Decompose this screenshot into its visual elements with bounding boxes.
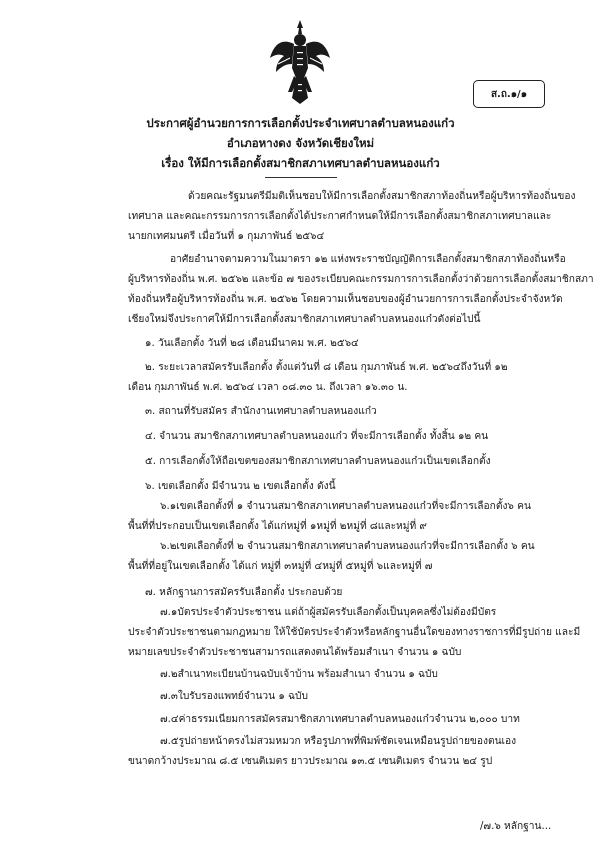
paragraph-line: ผู้บริหารท้องถิ่น พ.ศ. ๒๕๖๒ และข้อ ๗ ของระเบียบคณะกรรมการการเลือกตั้งว่าด้วยการเลือกตั้งสมาชิกสภา: [128, 274, 594, 285]
sub-item: ๖.๒เขตเลือกตั้งที่ ๒ จำนวนสมาชิกสภาเทศบาลตำบลหนองแก๋วที่จะมีการเลือกตั้ง ๖ คน: [160, 541, 535, 552]
subject-line: เรื่อง ให้มีการเลือกตั้งสมาชิกสภาเทศบาลตำบลหนองแก๋ว: [161, 156, 440, 170]
paragraph-line: เทศบาล และคณะกรรมการการเลือกตั้งได้ประกาศกำหนดให้มีการเลือกตั้งสมาชิกสภาเทศบาลและ: [128, 211, 552, 222]
sub-item-continuation: พื้นที่ที่ประกอบเป็นเขตเลือกตั้ง ได้แก่หมู่ที่ ๑หมู่ที่ ๒หมู่ที่ ๘และหมู่ที่ ๙: [128, 521, 427, 532]
sub-item-continuation: หมายเลขประจำตัวประชาชนสามารถแสดงตนได้พร้อมสำเนา จำนวน ๑ ฉบับ: [128, 647, 462, 658]
paragraph-line: นายกเทศมนตรี เมื่อวันที่ ๑ กุมภาพันธ์ ๒๕๖๔: [128, 231, 325, 242]
sub-item: ๗.๕รูปถ่ายหน้าตรงไม่สวมหมวก หรือรูปภาพที่พิมพ์ชัดเจนเหมือนรูปถ่ายของตนเอง: [160, 736, 517, 747]
list-item: ๖. เขตเลือกตั้ง มีจำนวน ๒ เขตเลือกตั้ง ดังนี้: [145, 481, 336, 492]
continuation-footer: /๗.๖ หลักฐาน...: [480, 821, 552, 832]
list-item: ๓. สถานที่รับสมัคร สำนักงานเทศบาลตำบลหนองแก๋ว: [145, 406, 377, 417]
form-code-box: ส.ถ.๑/๑: [473, 80, 545, 108]
list-item: ๔. จำนวน สมาชิกสภาเทศบาลตำบลหนองแก๋ว ที่จะมีการเลือกตั้ง ทั้งสิ้น ๑๒ คน: [145, 431, 489, 442]
title-divider: [265, 177, 337, 178]
garuda-emblem-icon: [268, 18, 332, 106]
sub-item: ๖.๑เขตเลือกตั้งที่ ๑ จำนวนสมาชิกสภาเทศบาลตำบลหนองแก๋วที่จะมีการเลือกตั้ง๖ คน: [160, 501, 531, 512]
paragraph-line: ท้องถิ่นหรือผู้บริหารท้องถิ่น พ.ศ. ๒๕๖๒ โดยความเห็นชอบของผู้อำนวยการการเลือกตั้งประจำจังหวัด: [128, 294, 563, 305]
list-item: ๕. การเลือกตั้งให้ถือเขตของสมาชิกสภาเทศบาลตำบลหนองแก๋วเป็นเขตเลือกตั้ง: [145, 456, 491, 467]
sub-item: ๗.๑บัตรประจำตัวประชาชน แต่ถ้าผู้สมัครรับเลือกตั้งเป็นบุคคลซึ่งไม่ต้องมีบัตร: [160, 607, 497, 618]
paragraph-line: เชียงใหม่จึงประกาศให้มีการเลือกตั้งสมาชิกสภาเทศบาลตำบลหนองแก๋วดังต่อไปนี้: [128, 314, 481, 325]
paragraph-line: อาศัยอำนาจตามความในมาตรา ๑๒ แห่งพระราชบัญญัติการเลือกตั้งสมาชิกสภาท้องถิ่นหรือ: [170, 254, 566, 265]
list-item-continuation: เดือน กุมภาพันธ์ พ.ศ. ๒๕๖๔ เวลา ๐๘.๓๐ น. ถึงเวลา ๑๖.๓๐ น.: [128, 382, 408, 393]
list-item: ๑. วันเลือกตั้ง วันที่ ๒๘ เดือนมีนาคม พ.ศ. ๒๕๖๔: [145, 338, 359, 349]
announcement-title: ประกาศผู้อำนวยการการเลือกตั้งประจำเทศบาลตำบลหนองแก๋ว: [146, 116, 455, 130]
sub-item-continuation: ขนาดกว้างประมาณ ๘.๕ เซนติเมตร ยาวประมาณ ๑๓.๕ เซนติเมตร จำนวน ๒๔ รูป: [128, 756, 493, 767]
list-item: ๒. ระยะเวลาสมัครรับเลือกตั้ง ตั้งแต่วันที่ ๘ เดือน กุมภาพันธ์ พ.ศ. ๒๕๖๔ถึงวันที่ ๑๒: [145, 362, 508, 373]
sub-item-continuation: ประจำตัวประชาชนตามกฎหมาย ให้ใช้บัตรประจำตัวหรือหลักฐานอื่นใดของทางราชการที่มีรูปถ่าย และมี: [128, 627, 581, 638]
sub-item-continuation: พื้นที่ที่อยู่ในเขตเลือกตั้ง ได้แก่ หมู่ที่ ๓หมู่ที่ ๔หมู่ที่ ๕หมู่ที่ ๖และหมู่ที่ ๗: [128, 561, 433, 572]
sub-item: ๗.๓ใบรับรองแพทย์จำนวน ๑ ฉบับ: [160, 691, 308, 702]
sub-item: ๗.๔ค่าธรรมเนียมการสมัครสมาชิกสภาเทศบาลตำบลหนองแก๋วจำนวน ๒,๐๐๐ บาท: [160, 714, 520, 725]
sub-item: ๗.๒สำเนาทะเบียนบ้านฉบับเจ้าบ้าน พร้อมสำเนา จำนวน ๑ ฉบับ: [160, 669, 438, 680]
list-item: ๗. หลักฐานการสมัครรับเลือกตั้ง ประกอบด้วย: [145, 587, 343, 598]
paragraph-line: ด้วยคณะรัฐมนตรีมีมติเห็นชอบให้มีการเลือกตั้งสมาชิกสภาท้องถิ่นหรือผู้บริหารท้องถิ่นของ: [188, 191, 576, 202]
location-line: อำเภอหางดง จังหวัดเชียงใหม่: [226, 136, 375, 150]
